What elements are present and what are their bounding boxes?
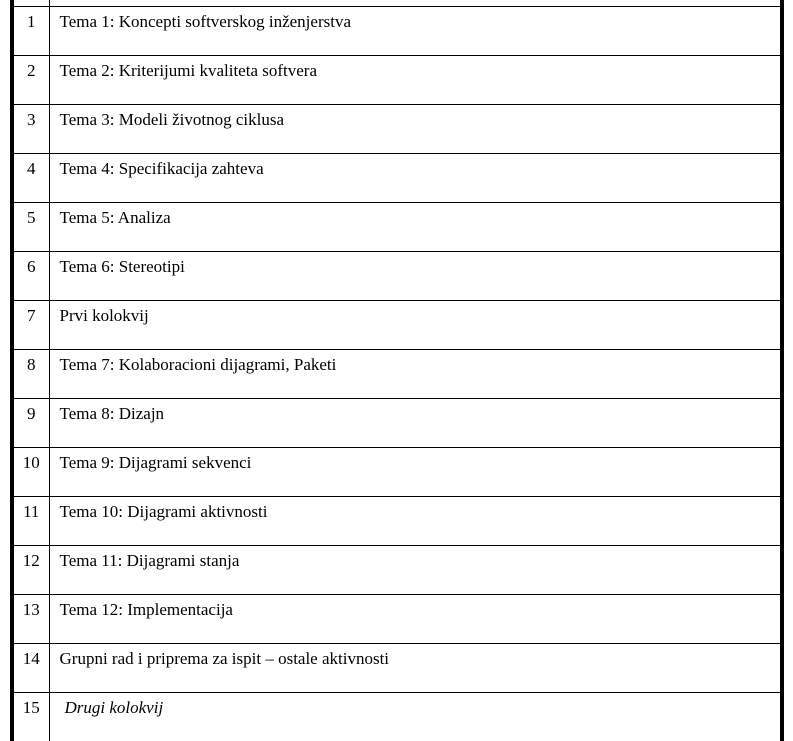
row-number: 2 <box>14 56 49 105</box>
table-row <box>14 595 780 644</box>
table-row <box>14 448 780 497</box>
row-topic: Tema 12: Implementacija <box>49 595 780 644</box>
row-topic-cell <box>49 693 780 741</box>
schedule-table <box>10 6 784 741</box>
table-row <box>14 497 780 546</box>
row-number: 1 <box>14 7 49 56</box>
row-topic: Tema 2: Kriterijumi kvaliteta softvera <box>49 56 780 105</box>
row-number: 7 <box>14 301 49 350</box>
row-topic: Tema 8: Dizajn <box>49 399 780 448</box>
table-row <box>14 252 780 301</box>
row-topic: Tema 5: Analiza <box>49 203 780 252</box>
row-number: 5 <box>14 203 49 252</box>
row-topic: Tema 4: Specifikacija zahteva <box>49 154 780 203</box>
table-row <box>14 154 780 203</box>
row-number: 15 <box>14 693 49 741</box>
table-row <box>14 301 780 350</box>
table-row <box>14 56 780 105</box>
row-number: 13 <box>14 595 49 644</box>
row-number: 9 <box>14 399 49 448</box>
table-row <box>14 546 780 595</box>
row-topic: Tema 7: Kolaboracioni dijagrami, Paketi <box>49 350 780 399</box>
row-number: 3 <box>14 105 49 154</box>
table-row <box>14 644 780 693</box>
table-row <box>14 203 780 252</box>
row-topic: Drugi kolokvij <box>60 698 164 717</box>
table-row <box>14 350 780 399</box>
row-topic: Tema 9: Dijagrami sekvenci <box>49 448 780 497</box>
row-number: 6 <box>14 252 49 301</box>
row-topic: Tema 11: Dijagrami stanja <box>49 546 780 595</box>
row-topic: Tema 3: Modeli životnog ciklusa <box>49 105 780 154</box>
row-topic: Tema 6: Stereotipi <box>49 252 780 301</box>
row-topic: Grupni rad i priprema za ispit – ostale aktivnosti <box>49 644 780 693</box>
row-topic: Tema 1: Koncepti softverskog inženjerstva <box>49 7 780 56</box>
table-row <box>14 105 780 154</box>
table-row <box>14 7 780 56</box>
row-topic: Tema 10: Dijagrami aktivnosti <box>49 497 780 546</box>
row-number: 14 <box>14 644 49 693</box>
row-number: 10 <box>14 448 49 497</box>
table-row <box>14 399 780 448</box>
topics-table <box>14 7 780 741</box>
row-number: 4 <box>14 154 49 203</box>
row-number: 8 <box>14 350 49 399</box>
table-row <box>14 693 780 741</box>
row-number: 12 <box>14 546 49 595</box>
row-number: 11 <box>14 497 49 546</box>
row-topic: Prvi kolokvij <box>49 301 780 350</box>
